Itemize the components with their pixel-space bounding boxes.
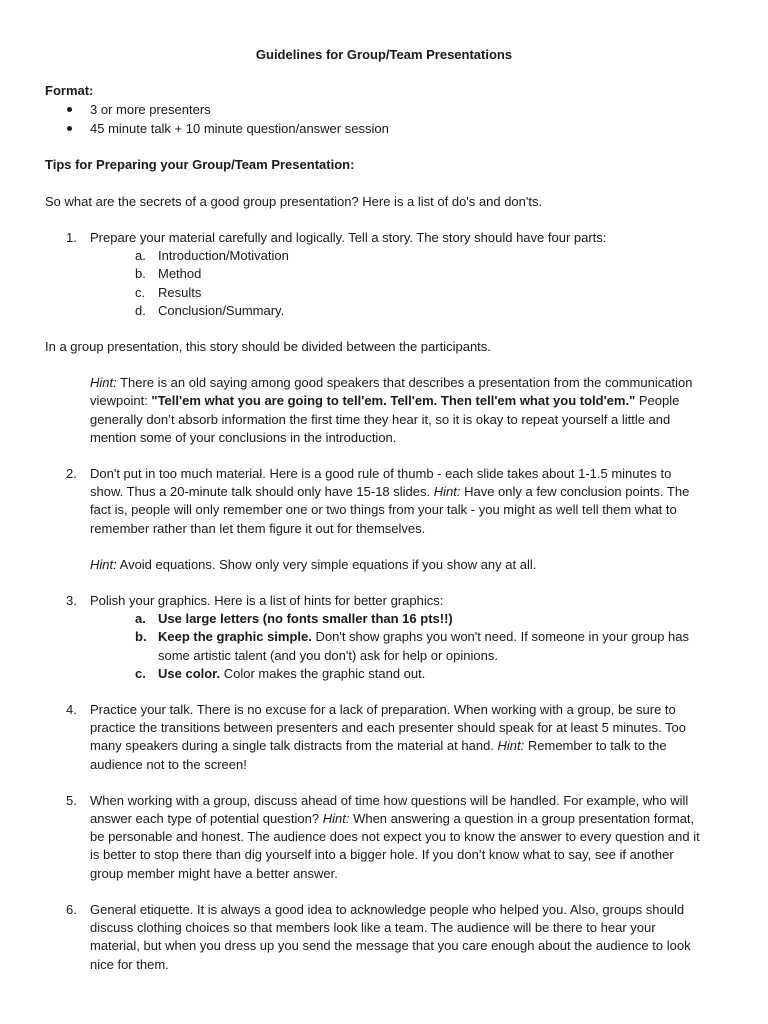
item4-line: audience not to the screen! — [90, 757, 247, 772]
item4-line: many speakers during a single talk distracts from the material at hand. Hint: Remember to talk to the — [90, 738, 667, 753]
item4-line: Practice your talk. There is no excuse for a lack of preparation. When working with a group, be sure to — [90, 702, 676, 717]
quote-bold: "Tell'em what you are going to tell'em. Tell'em. Then tell'em what you told'em." — [151, 393, 636, 408]
item-number: 5. — [66, 793, 77, 808]
hint-label: Hint: — [90, 557, 117, 572]
item6-line: nice for them. — [90, 957, 169, 972]
intro-paragraph: So what are the secrets of a good group presentation? Here is a list of do's and don'ts. — [45, 194, 543, 209]
hint-line: viewpoint: "Tell'em what you are going to tell'em. Tell'em. Then tell'em what you told'em." People — [90, 393, 680, 408]
sub-item: Results — [158, 285, 202, 300]
item5-line: be personable and honest. The audience does not expect you to know the answer to every question and it — [90, 829, 700, 844]
sub-letter: a. — [135, 611, 146, 626]
hint-label: Hint: — [322, 811, 350, 826]
item-number: 6. — [66, 902, 77, 917]
sub-letter: b. — [135, 629, 147, 644]
item-number: 3. — [66, 593, 77, 608]
sub-letter: b. — [135, 266, 146, 281]
format-bullet-2: 45 minute talk + 10 minute question/answer session — [90, 121, 389, 136]
sub-letter: c. — [135, 666, 146, 681]
sub-item: Introduction/Motivation — [158, 248, 289, 263]
item5-line: When working with a group, discuss ahead of time how questions will be handled. For example, who will — [90, 793, 689, 808]
group-paragraph: In a group presentation, this story should be divided between the participants. — [45, 339, 491, 354]
hint-label: Hint: — [433, 484, 461, 499]
item5-line: group member might have a better answer. — [90, 866, 338, 881]
hint-label: Hint: — [497, 738, 525, 753]
sub-item: Conclusion/Summary. — [158, 303, 285, 318]
hint-line: mention some of your conclusions in the introduction. — [90, 430, 397, 445]
item5-line: answer each type of potential question? Hint: When answering a question in a group presentation format, — [90, 811, 695, 826]
sub-letter: c. — [135, 285, 146, 300]
item-number: 4. — [66, 702, 77, 717]
sub-item: Keep the graphic simple. Don't show graphs you won't need. If someone in your group has — [158, 629, 690, 644]
item1-text: Prepare your material carefully and logically. Tell a story. The story should have four parts: — [90, 230, 607, 245]
sub-item: Use large letters (no fonts smaller than 16 pts!!) — [158, 611, 453, 626]
format-heading: Format: — [45, 83, 94, 98]
hint-line: Hint: There is an old saying among good speakers that describes a presentation from the communication — [90, 375, 693, 390]
item2-line: Don't put in too much material. Here is a good rule of thumb - each slide takes about 1-1.5 minutes to — [90, 466, 672, 481]
hint-line: generally don’t absorb information the first time they hear it, so it is okay to repeat yourself a little and — [90, 412, 671, 427]
item4-line: practice the transitions between presenters and each presenter should speak for at least 5 minutes. Too — [90, 720, 686, 735]
item6-line: General etiquette. It is always a good idea to acknowledge people who helped you. Also, groups should — [90, 902, 685, 917]
item-number: 2. — [66, 466, 77, 481]
sub-item-continued: some artistic talent (and you don't) ask for help or opinions. — [158, 648, 498, 663]
sub-item: Use color. Color makes the graphic stand out. — [158, 666, 426, 681]
sub-item: Method — [158, 266, 202, 281]
sub-letter: a. — [135, 248, 146, 263]
bullet-icon — [67, 126, 72, 131]
item2-line: show. Thus a 20-minute talk should only have 15-18 slides. Hint: Have only a few conclusion points. The — [90, 484, 690, 499]
hint-line: Hint: Avoid equations. Show only very simple equations if you show any at all. — [90, 557, 537, 572]
format-bullet-1: 3 or more presenters — [90, 102, 211, 117]
tips-heading: Tips for Preparing your Group/Team Presentation: — [45, 157, 355, 172]
item6-line: material, but when you dress up you send the message that you care enough about the audience to look — [90, 938, 691, 953]
item6-line: discuss clothing choices so that members look like a team. The audience will be there to hear your — [90, 920, 656, 935]
item-number: 1. — [66, 230, 77, 245]
sub-letter: d. — [135, 303, 146, 318]
item5-line: is better to stop there than dig yourself into a bigger hole. If you don’t know what to say, see if another — [90, 847, 674, 862]
item2-line: fact is, people will only remember one or two things from your talk - you might as well tell them what to — [90, 502, 677, 517]
item2-line: remember rather than let them figure it out for themselves. — [90, 521, 426, 536]
page-title: Guidelines for Group/Team Presentations — [255, 47, 513, 62]
hint-label: Hint: — [90, 375, 117, 390]
bullet-icon — [67, 107, 72, 112]
item3-text: Polish your graphics. Here is a list of hints for better graphics: — [90, 593, 444, 608]
